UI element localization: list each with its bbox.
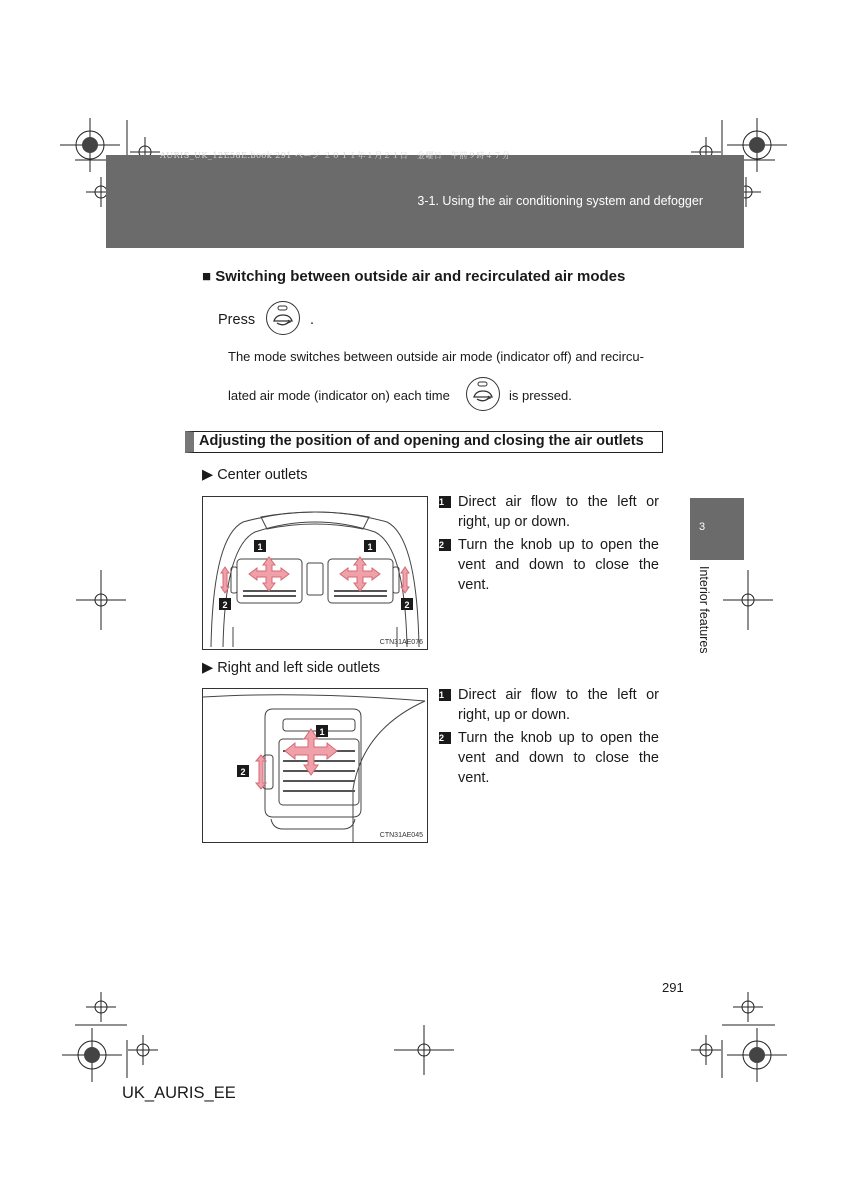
chapter-number: 3 bbox=[699, 521, 706, 533]
side-figure-code: CTN31AE045 bbox=[379, 832, 423, 839]
center-figure-code: CTN31AE076 bbox=[379, 639, 423, 646]
number-badge-2: 2 bbox=[439, 539, 451, 551]
recirc-paragraph-line1: The mode switches between outside air mode (indicator off) and recircu- bbox=[228, 349, 644, 364]
triangle-marker: ▶ bbox=[202, 660, 214, 676]
recirc-button-icon-inline bbox=[466, 377, 500, 411]
svg-text:1: 1 bbox=[367, 542, 373, 552]
side-outlets-title: ▶ Right and left side outlets bbox=[202, 660, 381, 676]
side-outlets-figure bbox=[202, 688, 428, 843]
recirc-paragraph-line2-start: lated air mode (indicator on) each time bbox=[228, 388, 450, 403]
number-badge-2: 2 bbox=[439, 732, 451, 744]
page-number: 291 bbox=[662, 980, 684, 995]
center-vents-illustration bbox=[203, 497, 427, 649]
recirc-heading-text: Switching between outside air and recirculated air modes bbox=[215, 268, 626, 285]
print-meta: AURIS_UK_12E58E.book 291 ページ ２０１１年１月２１日 金曜日 午前９時４７分 bbox=[160, 151, 511, 160]
center-item-2: 2 Turn the knob up to open the vent and down to close the vent. bbox=[439, 537, 659, 593]
number-badge-1: 1 bbox=[439, 496, 451, 508]
side-outlets-description bbox=[439, 685, 659, 788]
recirc-heading bbox=[202, 268, 625, 285]
side-item-2: 2 Turn the knob up to open the vent and down to close the vent. bbox=[439, 730, 659, 786]
side-vent-illustration bbox=[203, 689, 427, 842]
center-outlets-title: ▶ Center outlets bbox=[202, 467, 308, 483]
recirc-paragraph-line2-end: is pressed. bbox=[509, 388, 572, 403]
outlets-heading: Adjusting the position of and opening and closing the air outlets bbox=[185, 431, 663, 453]
svg-text:2: 2 bbox=[240, 767, 246, 777]
chapter-label: Interior features bbox=[697, 566, 711, 654]
number-badge-1: 1 bbox=[439, 689, 451, 701]
section-title: 3-1. Using the air conditioning system and defogger bbox=[417, 194, 703, 208]
svg-text:2: 2 bbox=[222, 600, 228, 610]
press-end: . bbox=[310, 312, 315, 328]
svg-text:2: 2 bbox=[404, 600, 410, 610]
heading-square-marker: ■ bbox=[202, 268, 212, 285]
center-outlets-description bbox=[439, 492, 659, 595]
press-label: Press bbox=[218, 312, 256, 328]
side-item-1: 1 Direct air flow to the left or right, up or down. bbox=[439, 687, 659, 723]
svg-text:1: 1 bbox=[319, 727, 325, 737]
press-line bbox=[218, 312, 255, 328]
recirc-button-icon bbox=[266, 301, 300, 335]
svg-text:1: 1 bbox=[257, 542, 263, 552]
center-outlets-figure bbox=[202, 496, 428, 650]
footer-code: UK_AURIS_EE bbox=[122, 1084, 236, 1102]
triangle-marker: ▶ bbox=[202, 467, 214, 483]
center-item-1: 1 Direct air flow to the left or right, up or down. bbox=[439, 494, 659, 530]
